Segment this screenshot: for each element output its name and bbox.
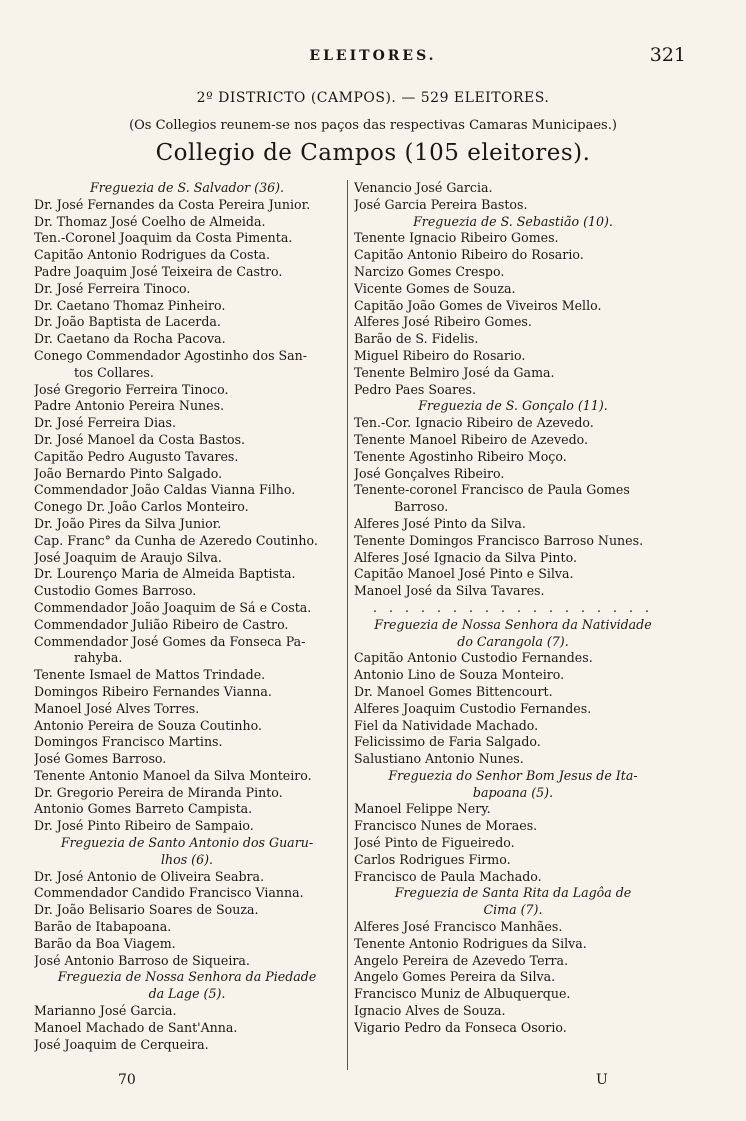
elector-name: Conego Dr. João Carlos Monteiro. <box>34 499 249 515</box>
elector-name: Marianno José Garcia. <box>34 1003 177 1019</box>
elector-name: Francisco Muniz de Albuquerque. <box>354 986 571 1002</box>
elector-name: Tenente Ignacio Ribeiro Gomes. <box>354 230 559 246</box>
elector-name: Capitão Manoel José Pinto e Silva. <box>354 566 574 582</box>
elector-name: Capitão Pedro Augusto Tavares. <box>34 448 239 464</box>
elector-name: Padre Joaquim José Teixeira de Castro. <box>34 263 283 279</box>
page-number: 321 <box>649 44 686 66</box>
elector-name: Capitão Antonio Ribeiro do Rosario. <box>354 247 584 263</box>
elector-name: Narcizo Gomes Crespo. <box>354 263 505 279</box>
elector-name: José Garcia Pereira Bastos. <box>354 196 528 212</box>
elector-name: Ignacio Alves de Souza. <box>354 1003 506 1019</box>
elector-name: Alferes Joaquim Custodio Fernandes. <box>354 700 592 716</box>
parish-heading: do Carangola (7). <box>457 633 569 649</box>
elector-name: Tenente Manoel Ribeiro de Azevedo. <box>354 431 588 447</box>
elector-name: Barão de S. Fidelis. <box>354 331 479 347</box>
elector-name: João Bernardo Pinto Salgado. <box>34 465 223 481</box>
right-column <box>354 180 672 1037</box>
elector-name: Dr. Gregorio Pereira de Miranda Pinto. <box>34 784 283 800</box>
elector-name: Dr. José Pinto Ribeiro de Sampaio. <box>34 818 254 834</box>
elector-name: Dr. José Antonio de Oliveira Seabra. <box>34 868 265 884</box>
elector-name: Barão da Boa Viagem. <box>34 935 176 951</box>
elector-name: José Gomes Barroso. <box>34 751 167 767</box>
elector-name: Conego Commendador Agostinho dos San- <box>34 347 308 363</box>
elector-name: Dr. José Ferreira Tinoco. <box>34 280 191 296</box>
elector-name: Manoel José da Silva Tavares. <box>354 583 545 599</box>
elector-name: Dr. João Baptista de Lacerda. <box>34 314 221 330</box>
meeting-note: (Os Collegios reunem-se nos paços das respectivas Camaras Municipaes.) <box>129 118 617 133</box>
college-heading: Collegio de Campos (105 eleitores). <box>155 140 591 166</box>
elector-name: Commendador Candido Francisco Vianna. <box>34 885 304 901</box>
elector-name: José Joaquim de Cerqueira. <box>34 1036 209 1052</box>
district-line: 2º DISTRICTO (CAMPOS). — 529 ELEITORES. <box>196 90 550 106</box>
elector-name: Tenente Domingos Francisco Barroso Nunes. <box>354 532 644 548</box>
elector-name: Dr. João Belisario Soares de Souza. <box>34 902 259 918</box>
left-column <box>34 180 340 1053</box>
elector-name: Antonio Lino de Souza Monteiro. <box>354 667 565 683</box>
parish-heading: lhos (6). <box>160 851 214 867</box>
elector-name: Barão de Itabapoana. <box>34 919 172 935</box>
elector-name: José Gregorio Ferreira Tinoco. <box>34 381 229 397</box>
elector-name: José Antonio Barroso de Siqueira. <box>34 952 250 968</box>
elector-name: Vicente Gomes de Souza. <box>354 280 516 296</box>
elector-name: Capitão João Gomes de Viveiros Mello. <box>354 297 602 313</box>
elector-name: Alferes José Ribeiro Gomes. <box>354 314 532 330</box>
elector-name: Francisco de Paula Machado. <box>354 868 542 884</box>
parish-heading: Freguezia de S. Gonçalo (11). <box>418 398 608 414</box>
elector-name-continuation: rahyba. <box>74 650 123 666</box>
elector-name: Dr. Caetano Thomaz Pinheiro. <box>34 297 226 313</box>
elector-name: Francisco Nunes de Moraes. <box>354 818 538 834</box>
elector-name: Tenente Belmiro José da Gama. <box>354 364 555 380</box>
elector-name: Pedro Paes Soares. <box>354 381 477 397</box>
elector-name: Custodio Gomes Barroso. <box>34 583 197 599</box>
dotted-separator: . . . . . . . . . . . . . . . . . . <box>372 599 654 615</box>
elector-name: Dr. José Ferreira Dias. <box>34 415 176 431</box>
parish-heading: bapoana (5). <box>472 784 554 800</box>
parish-heading: Freguezia de S. Salvador (36). <box>89 180 285 195</box>
elector-name: Antonio Gomes Barreto Campista. <box>34 801 253 817</box>
elector-name: Tenente Antonio Manoel da Silva Monteiro. <box>34 767 312 783</box>
elector-name: Capitão Antonio Custodio Fernandes. <box>354 650 593 666</box>
column-divider <box>347 180 348 1070</box>
elector-name: Cap. Franc° da Cunha de Azeredo Coutinho. <box>34 532 318 548</box>
elector-name: Miguel Ribeiro do Rosario. <box>354 347 526 363</box>
elector-name: Ten.-Cor. Ignacio Ribeiro de Azevedo. <box>354 415 594 431</box>
parish-heading: Freguezia de Nossa Senhora da Piedade <box>57 969 317 985</box>
elector-name: Dr. José Manoel da Costa Bastos. <box>34 431 246 447</box>
elector-name: Domingos Ribeiro Fernandes Vianna. <box>34 683 272 699</box>
elector-name: Padre Antonio Pereira Nunes. <box>34 398 225 414</box>
elector-name: Tenente Antonio Rodrigues da Silva. <box>354 935 587 951</box>
elector-name: Domingos Francisco Martins. <box>34 734 223 750</box>
elector-name: Commendador João Joaquim de Sá e Costa. <box>34 599 312 615</box>
elector-name: Manoel Felippe Nery. <box>354 801 491 817</box>
elector-name: Tenente-coronel Francisco de Paula Gomes <box>354 482 630 498</box>
elector-name: Dr. Caetano da Rocha Pacova. <box>34 331 226 347</box>
parish-heading: da Lage (5). <box>148 986 226 1002</box>
parish-heading: Freguezia de S. Sebastião (10). <box>413 213 613 229</box>
elector-name: Tenente Ismael de Mattos Trindade. <box>34 667 266 683</box>
elector-name: Carlos Rodrigues Firmo. <box>354 851 511 867</box>
parish-heading: Freguezia do Senhor Bom Jesus de Ita- <box>388 767 638 783</box>
elector-name: Manoel José Alves Torres. <box>34 700 200 716</box>
elector-name: Capitão Antonio Rodrigues da Costa. <box>34 247 271 263</box>
elector-name: Commendador Julião Ribeiro de Castro. <box>34 616 289 632</box>
parish-heading: Freguezia de Santa Rita da Lagôa de <box>394 885 632 901</box>
parish-heading: Freguezia de Nossa Senhora da Natividade <box>374 616 652 632</box>
elector-name: Salustiano Antonio Nunes. <box>354 751 524 767</box>
elector-name: Dr. João Pires da Silva Junior. <box>34 515 222 531</box>
elector-name: Alferes José Ignacio da Silva Pinto. <box>354 549 577 565</box>
elector-name: Ten.-Coronel Joaquim da Costa Pimenta. <box>34 230 293 246</box>
elector-name-continuation: Barroso. <box>394 499 449 515</box>
elector-name: Dr. Thomaz José Coelho de Almeida. <box>34 213 266 229</box>
elector-name: Tenente Agostinho Ribeiro Moço. <box>354 448 567 464</box>
elector-name: Fiel da Natividade Machado. <box>354 717 539 733</box>
elector-name: Manoel Machado de Sant'Anna. <box>34 1019 238 1035</box>
elector-name: José Joaquim de Araujo Silva. <box>34 549 222 565</box>
elector-name: Felicissimo de Faria Salgado. <box>354 734 541 750</box>
elector-name: Vigario Pedro da Fonseca Osorio. <box>354 1019 567 1035</box>
elector-name: Dr. José Fernandes da Costa Pereira Junior. <box>34 196 311 212</box>
elector-name: José Pinto de Figueiredo. <box>354 835 515 851</box>
elector-name: Alferes José Pinto da Silva. <box>354 515 526 531</box>
elector-name: Alferes José Francisco Manhães. <box>354 919 563 935</box>
page-header-title: ELEITORES. <box>309 48 437 64</box>
elector-name: Angelo Pereira de Azevedo Terra. <box>354 952 569 968</box>
footer-signature-left: 70 <box>118 1072 136 1088</box>
elector-name: Antonio Pereira de Souza Coutinho. <box>34 717 262 733</box>
elector-name-continuation: tos Collares. <box>74 364 154 380</box>
parish-heading: Cima (7). <box>483 902 543 918</box>
elector-name: Commendador José Gomes da Fonseca Pa- <box>34 633 306 649</box>
elector-name: Commendador João Caldas Vianna Filho. <box>34 482 296 498</box>
elector-name: José Gonçalves Ribeiro. <box>354 465 505 481</box>
elector-name: Angelo Gomes Pereira da Silva. <box>354 969 556 985</box>
footer-signature-right: U <box>596 1072 608 1088</box>
elector-name: Dr. Lourenço Maria de Almeida Baptista. <box>34 566 296 582</box>
elector-name: Dr. Manoel Gomes Bittencourt. <box>354 683 553 699</box>
parish-heading: Freguezia de Santo Antonio dos Guaru- <box>60 835 314 851</box>
elector-name: Venancio José Garcia. <box>354 180 493 195</box>
